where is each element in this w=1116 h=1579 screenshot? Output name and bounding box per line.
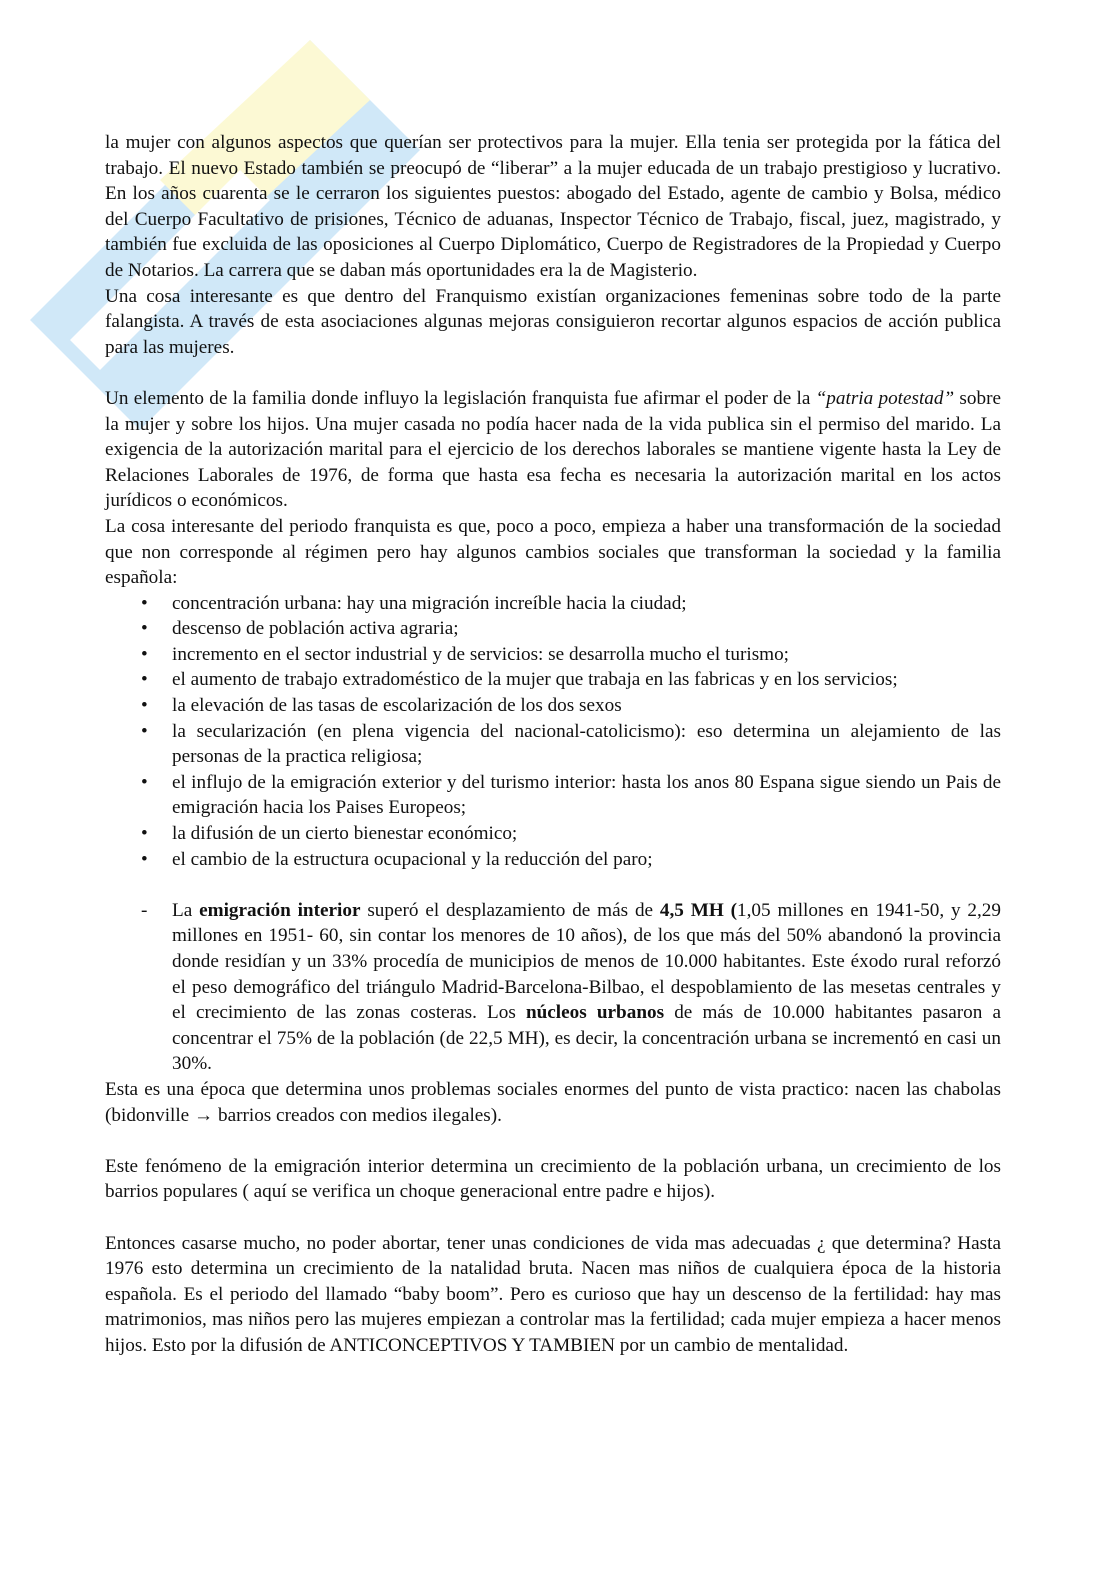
dash-list-item: - La emigración interior superó el desplazamiento de más de 4,5 MH (1,05 millones en 1941-50, y 2,29 millones en 1951- 60, sin contar los menores de 10 años), de los que más del 50% abandonó la provincia donde residían y un 33% procedía de municipios de menos de 10.000 habitantes. Este éxodo rural reforzó el peso demográfico del triángulo Madrid-Barcelona-Bilbao, el despoblamiento de las mesetas centrales y el crecimiento de las zonas costeras. Los núcleos urbanos de más de 10.000 habitantes pasaron a concentrar el 75% de la población (de 22,5 MH), es decir, la concentración urbana se incrementó en casi un 30%. [141,899,1001,1075]
paragraph: Este fenómeno de la emigración interior determina un crecimiento de la población urbana, un crecimiento de los barrios populares ( aquí se verifica un choque generacional entre padre e hijos). [105,1155,1001,1203]
paragraph-gap [105,1128,1001,1154]
paragraph: la mujer con algunos aspectos que querían ser protectivos para la mujer. Ella tenia ser protegida por la fática del trabajo. El nuevo Estado también se preocupó de “liberar” a la mujer educada de un trabajo prestigioso y lucrativo. En los años cuarenta se le cerraron los siguientes puestos: abogado del Estado, agente de cambio y Bolsa, médico del Cuerpo Facultativo de prisiones, Técnico de aduanas, Inspector Técnico de Trabajo, fiscal, juez, magistrado, y también fue excluida de las oposiciones al Cuerpo Diplomático, Cuerpo de Registradores de la Propiedad y Cuerpo de Notarios. La carrera que se daban más oportunidades era la de Magisterio. [105,132,1001,281]
list-item: • la elevación de las tasas de escolarización de los dos sexos [141,695,622,717]
paragraph: La cosa interesante del periodo franquista es que, poco a poco, empieza a haber una transformación de la sociedad que non corresponde al régimen pero hay algunos cambios sociales que transforman la sociedad y la familia española: [105,515,1001,589]
paragraph-gap [105,872,1001,898]
paragraph: Esta es una época que determina unos problemas sociales enormes del punto de vista practico: nacen las chabolas (bidonville → barrios creados con medios ilegales). [105,1078,1001,1126]
arrow-icon: → [194,1104,214,1126]
paragraph-gap [105,360,1001,386]
paragraph: Un elemento de la familia donde influyo la legislación franquista fue afirmar el poder de la “patria potestad” sobre la mujer y sobre los hijos. Una mujer casada no podía hacer nada de la vida publica sin el permiso del marido. La exigencia de la autorización marital para el ejercicio de los derechos laborales se mantiene vigente hasta la Ley de Relaciones Laborales de 1976, de forma que hasta esa fecha es necesaria la autorización marital en los actos jurídicos o económicos. [105,387,1001,512]
list-item: • concentración urbana: hay una migración increíble hacia la ciudad; [141,592,687,614]
document-page [105,130,1001,1359]
italic-term: “patria potestad” [815,387,955,409]
list-item: • el aumento de trabajo extradoméstico de la mujer que trabaja en las fabricas y en los servicios; [141,669,898,691]
list-item: • el influjo de la emigración exterior y del turismo interior: hasta los anos 80 Espana sigue siendo un Pais de emigración hacia los Paises Europeos; [141,771,1001,819]
bullet-list [105,591,1001,873]
list-item: • descenso de población activa agraria; [141,618,459,640]
paragraph: Una cosa interesante es que dentro del Franquismo existían organizaciones femeninas sobre todo de la parte falangista. A través de esta asociaciones algunas mejoras consiguieron recortar algunos espacios de acción publica para las mujeres. [105,285,1001,358]
list-item: • incremento en el sector industrial y de servicios: se desarrolla mucho el turismo; [141,643,790,665]
paragraph: Entonces casarse mucho, no poder abortar, tener unas condiciones de vida mas adecuadas ¿ que determina? Hasta 1976 esto determina un crecimiento de la natalidad bruta. Nacen mas niños de cualquiera época de la historia española. Es el periodo del llamado “baby boom”. Pero es curioso que hay un descenso de la fertilidad: hay mas matrimonios, mas niños pero las mujeres empiezan a controlar mas la fertilidad; cada mujer empieza a hacer menos hijos. Esto por la difusión de ANTICONCEPTIVOS Y TAMBIEN por un cambio de mentalidad. [105,1232,1001,1356]
list-item: • el cambio de la estructura ocupacional y la reducción del paro; [141,848,653,870]
list-item: • la difusión de un cierto bienestar económico; [141,823,518,845]
list-item: • la secularización (en plena vigencia del nacional-catolicismo): eso determina un alejamiento de las personas de la practica religiosa; [141,720,1001,768]
paragraph-gap [105,1205,1001,1231]
